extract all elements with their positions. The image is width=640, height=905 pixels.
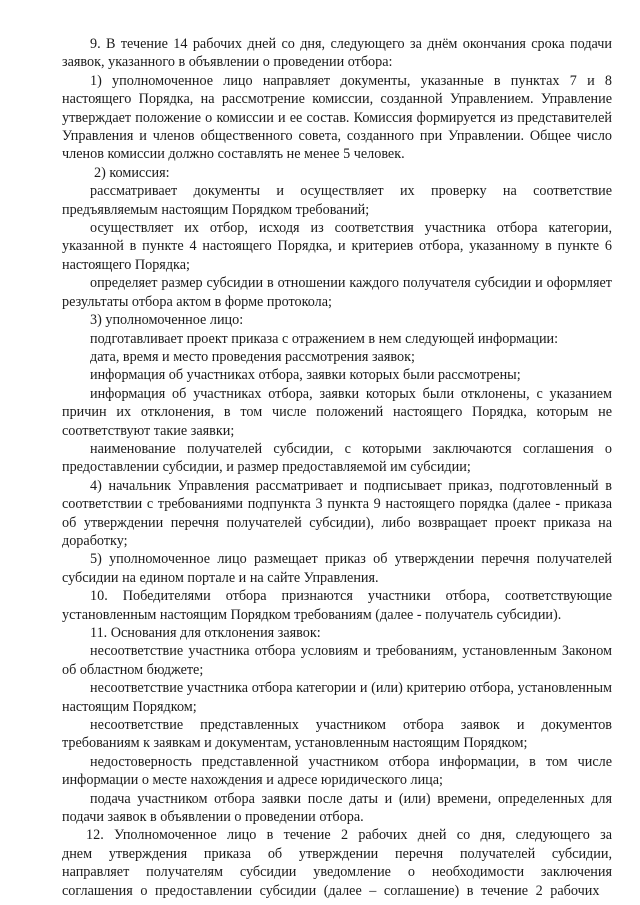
paragraph-9-5: 5) уполномоченное лицо размещает приказ об утверждении перечня получателей субсидии на едином портале и на сайте Управления. bbox=[62, 551, 612, 586]
list-item: наименование получателей субсидии, с которыми заключаются соглашения о предоставлении субсидии, и размер предоставляемой им субсидии; bbox=[62, 440, 612, 476]
list-item: рассматривает документы и осуществляет их проверку на соответствие предъявляемым настоящим Порядком требований; bbox=[62, 183, 612, 218]
paragraph-12: 12. Уполномоченное лицо в течение 2 рабочих дней со дня, следующего за днем утверждения приказа об утверждении перечня получателей субсидии, направляет получателям субсидии уведомление о необходимости заключения соглашения о предоставлении субсидии (далее – соглашение) в течение 2 рабочих bbox=[62, 827, 612, 899]
list-item: недостоверность представленной участником отбора информации, в том числе информации о месте нахождения и адресе юридического лица; bbox=[62, 753, 612, 789]
document-body bbox=[62, 35, 612, 900]
list-item: информация об участниках отбора, заявки которых были рассмотрены; bbox=[90, 367, 521, 384]
list-item: несоответствие представленных участником отбора заявок и документов требованиям к заявкам и документам, установленным настоящим Порядком; bbox=[62, 717, 612, 752]
list-item: несоответствие участника отбора условиям и требованиям, установленным Законом об областном бюджете; bbox=[62, 643, 612, 678]
list-item: подача участником отбора заявки после даты и (или) времени, определенных для подачи заявок в объявлении о проведении отбора. bbox=[62, 790, 612, 826]
paragraph-10: 10. Победителями отбора признаются участники отбора, соответствующие установленным настоящим Порядком требованиям (далее - получатель субсидии). bbox=[62, 588, 612, 623]
list-item: информация об участниках отбора, заявки которых были отклонены, с указанием причин их отклонения, в том числе положений настоящего Порядка, которым не соответствуют такие заявки; bbox=[62, 385, 612, 439]
paragraph-9-1: 1) уполномоченное лицо направляет документы, указанные в пунктах 7 и 8 настоящего Порядка, на рассмотрение комиссии, созданной Управлением. Управление утверждает положение о комиссии и ее состав. Комиссия формируется из представителей Управления и членов общественного совета, созданного при Управлении. Общее число членов комиссии должно составлять не менее 5 человек. bbox=[62, 72, 612, 163]
paragraph-9: 9. В течение 14 рабочих дней со дня, следующего за днём окончания срока подачи заявок, указанного в объявлении о проведении отбора: bbox=[62, 36, 612, 71]
list-item: осуществляет их отбор, исходя из соответствия участника отбора категории, указанной в пункте 4 настоящего Порядка, и критериев отбора, указанному в пункте 6 настоящего Порядка; bbox=[62, 220, 612, 273]
list-item: дата, время и место проведения рассмотрения заявок; bbox=[90, 348, 415, 365]
paragraph-9-4: 4) начальник Управления рассматривает и подписывает приказ, подготовленный в соответствии с требованиями подпункта 3 пункта 9 настоящего порядка (далее - приказа об утверждении перечня получателей субсидии), либо возвращает проект приказа на доработку; bbox=[62, 477, 612, 549]
paragraph-11: 11. Основания для отклонения заявок: bbox=[90, 625, 321, 641]
list-item: подготавливает проект приказа с отражением в нем следующей информации: bbox=[90, 330, 559, 347]
list-item: несоответствие участника отбора категории и (или) критерию отбора, установленным настоящим Порядком; bbox=[62, 680, 612, 715]
paragraph-9-2: 2) комиссия: bbox=[94, 164, 170, 181]
list-item: определяет размер субсидии в отношении каждого получателя субсидии и оформляет результаты отбора актом в форме протокола; bbox=[62, 275, 612, 310]
paragraph-9-3: 3) уполномоченное лицо: bbox=[90, 312, 244, 329]
